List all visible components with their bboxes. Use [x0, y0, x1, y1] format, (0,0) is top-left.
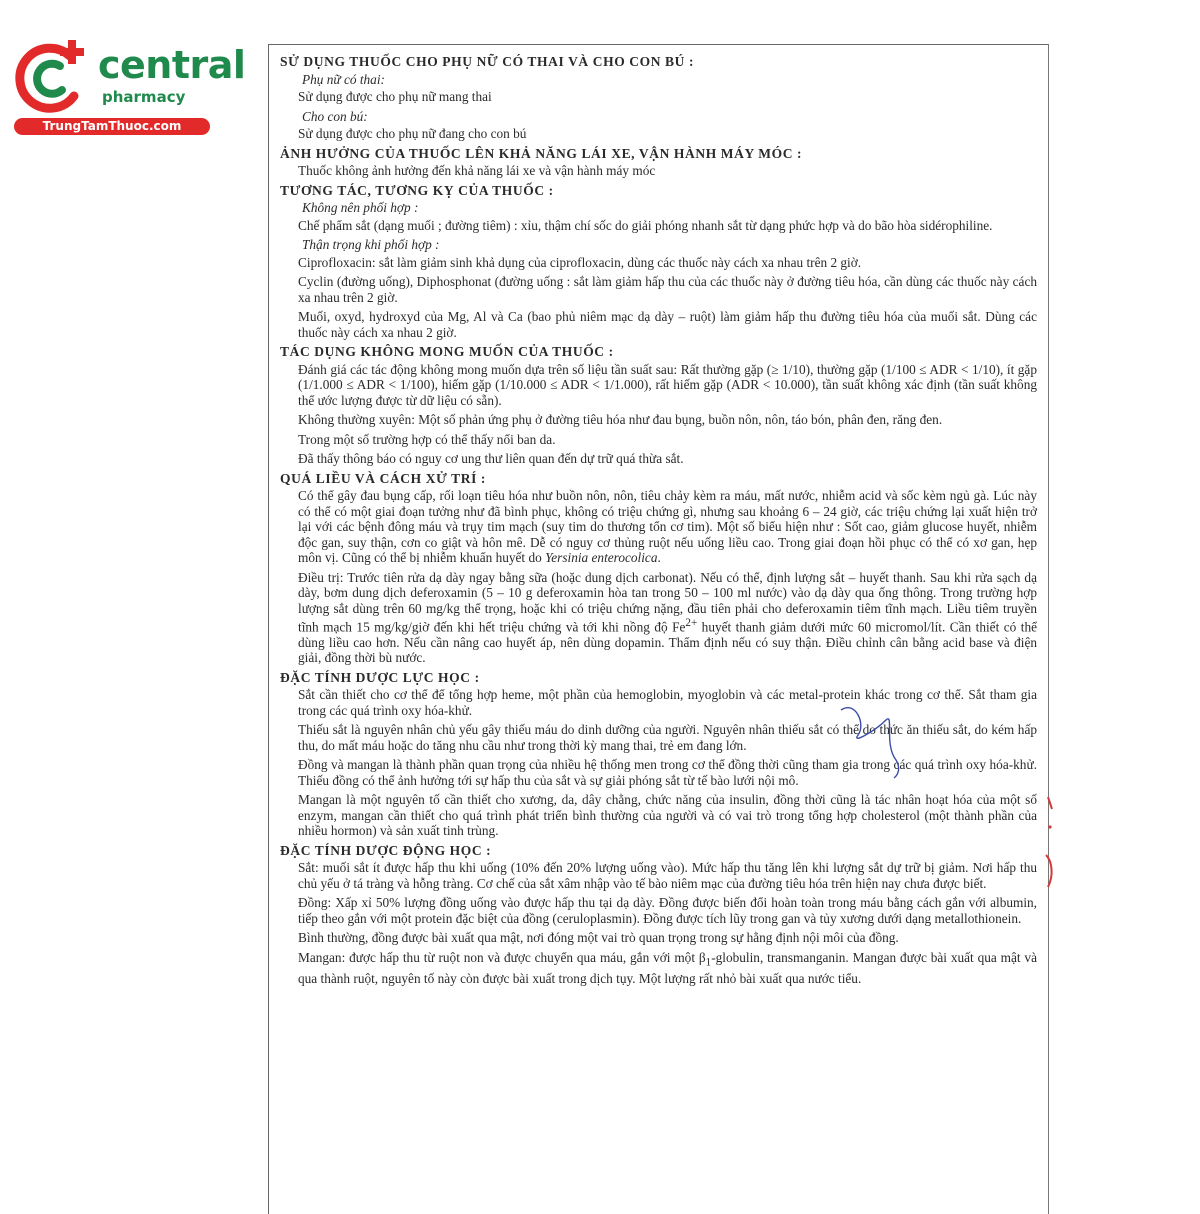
para-iron-absorption: Sắt: muối sắt ít được hấp thu khi uống (10% đến 20% lượng uống vào). Mức hấp thu tăng lên khi lượng sắt dự trữ bị giảm. Nơi hấp thu chủ yếu ở tá tràng và hỗng tràng. Cơ chế của sắt xâm nhập vào tế bào niêm mạc của đường tiêu hóa trên hiện nay chưa được biết. [298, 860, 1037, 891]
subheading-breastfeeding: Cho con bú: [302, 108, 368, 124]
para-copper-excretion: Bình thường, đồng được bài xuất qua mật, nơi đóng một vai trò quan trọng trong sự hằng định nội môi của đồng. [298, 930, 899, 946]
para-copper-manganese: Đồng và mangan là thành phần quan trọng của nhiều hệ thống men trong cơ thể đồng thời cũng tham gia trong các quá trình oxy hóa-khử. Thiếu đồng có thể ảnh hưởng tới sự hấp thu của sắt và sự giải phóng sắt từ tế bào lưới nội mô. [298, 757, 1037, 788]
para-cancer-risk: Đã thấy thông báo có nguy cơ ung thư liên quan đến dự trữ quá thừa sắt. [298, 451, 684, 466]
subheading-pregnant: Phụ nữ có thai: [302, 71, 385, 87]
document-content [272, 50, 1037, 991]
para-overdose-symptoms [298, 488, 1037, 566]
fe-superscript: 2+ [685, 617, 698, 629]
para-iron-injection: Chế phẩm sắt (dạng muối ; đường tiêm) : xỉu, thậm chí sốc do giải phóng nhanh sắt từ dạng phức hợp và do bão hòa sidérophiline. [298, 217, 993, 233]
beta-subscript: 1 [705, 956, 712, 969]
para-ciprofloxacin: Ciprofloxacin: sắt làm giảm sinh khả dụng của ciprofloxacin, dùng các thuốc này cách xa nhau trên 2 giờ. [298, 254, 862, 270]
para-uncommon: Không thường xuyên: Một số phản ứng phụ ở đường tiêu hóa như đau bụng, buồn nôn, nôn, táo bón, phân đen, răng đen. [298, 412, 943, 427]
logo-subtitle: pharmacy [102, 88, 186, 106]
signature-mark [836, 690, 916, 780]
manganese-text-b: -globulin, transmanganin. Mangan được bài xuất qua mật và qua thành ruột, nguyên tố này còn được bài xuất trong dịch tụy. Một lượng rất nhỏ bài xuất qua nước tiểu. [298, 949, 1037, 987]
para-antacids: Muối, oxyd, hydroxyd của Mg, Al và Ca (bao phủ niêm mạc dạ dày – ruột) làm giảm hấp thu đường tiêu hóa của muối sắt. Dùng các thuốc này cách xa nhau 2 giờ. [298, 309, 1037, 340]
para-manganese-absorption [298, 950, 1037, 987]
pharmacy-cross-icon [12, 38, 92, 118]
heading-pregnancy: SỬ DỤNG THUỐC CHO PHỤ NỮ CÓ THAI VÀ CHO CON BÚ : [280, 54, 695, 69]
heading-pharmacodynamics: ĐẶC TÍNH DƯỢC LỰC HỌC : [280, 669, 480, 685]
overdose-end: . [657, 550, 661, 565]
para-frequency: Đánh giá các tác động không mong muốn dựa trên số liệu tần suất sau: Rất thường gặp (≥ 1/10), thường gặp (1/100 ≤ ADR < 1/10), ít gặp (1/1.000 ≤ ADR < 1/100), hiếm gặp (1/10.000 ≤ ADR < 1/1.000), rất hiếm gặp (ADR < 10.000), tần suất không xác định (tần suất không thể ước lượng được từ dữ liệu có sẵn). [298, 361, 1037, 408]
heading-side-effects: TÁC DỤNG KHÔNG MONG MUỐN CỦA THUỐC : [280, 344, 614, 359]
para-pregnant: Sử dụng được cho phụ nữ mang thai [298, 89, 492, 104]
manganese-text-a: Mangan: được hấp thu từ ruột non và được chuyển qua máu, gắn với một β [298, 949, 706, 965]
overdose-text: Có thể gây đau bụng cấp, rối loạn tiêu hóa như buồn nôn, nôn, tiêu chảy kèm ra máu, mất nước, nhiễm acid và sốc kèm ngủ gà. Lúc này có thể có một giai đoạn tưởng như đã bình phục, không có triệu chứng gì, nhưng sau khoảng 6 – 24 giờ, các triệu chứng lại xuất hiện trở lại với các bệnh đông máu và trụy tim mạch (suy tim do thương tổn cơ tim). Một số biểu hiện như : Sốt cao, giảm glucose huyết, nhiễm độc gan, suy thận, cơn co giật và hôn mê. Dễ có nguy cơ thủng ruột nếu uống liều cao. Trong giai đoạn hồi phục có thể có xơ gan, hẹp môn vị. Cũng có thể bị nhiễm khuẩn huyết do [298, 488, 1037, 565]
heading-pharmacokinetics: ĐẶC TÍNH DƯỢC ĐỘNG HỌC : [280, 842, 492, 858]
subheading-caution-combine: Thận trọng khi phối hợp : [302, 237, 440, 252]
central-pharmacy-logo[interactable] [12, 38, 246, 138]
heading-overdose: QUÁ LIỀU VÀ CÁCH XỬ TRÍ : [280, 470, 487, 486]
species-name: Yersinia enterocolica [545, 550, 658, 565]
heading-interactions: TƯƠNG TÁC, TƯƠNG KỴ CỦA THUỐC : [280, 182, 554, 198]
treatment-text-a: Điều trị: Trước tiên rửa dạ dày ngay bằng sữa (hoặc dung dịch carbonat). Nếu có thể, định lượng sắt – huyết thanh. Sau khi rửa sạch dạ dày, bơm dung dịch deferoxamin (5 – 10 g deferoxamin hòa tan trong 50 – 100 ml nước) vào dạ dày qua ống thông. Trong trường hợp lượng sắt dùng trên 60 mg/kg thể trọng, hoặc khi có triệu chứng nặng, đầu tiên phải cho deferoxamin tiêm tĩnh mạch. Liều tiêm truyền tĩnh mạch 15 mg/kg/giờ đến khi hết triệu chứng và tới khi nồng độ Fe [298, 569, 1037, 635]
logo-brand-text: central [98, 43, 246, 87]
subheading-not-combine: Không nên phối hợp : [302, 200, 419, 215]
para-cyclin: Cyclin (đường uống), Diphosphonat (đường uống : sắt làm giảm hấp thu của các thuốc này ở đường tiêu hóa, cần dùng các thuốc này cách xa nhau trên 2 giờ. [298, 274, 1037, 305]
logo-website-badge: TrungTamThuoc.com [14, 118, 210, 135]
para-iron-heme: Sắt cần thiết cho cơ thể để tổng hợp heme, một phần của hemoglobin, myoglobin và các metal-protein khác trong cơ thể. Sắt tham gia trong các quá trình oxy hóa-khử. [298, 687, 1037, 718]
para-rash: Trong một số trường hợp có thể thấy nổi ban da. [298, 431, 556, 447]
para-breastfeeding: Sử dụng được cho phụ nữ đang cho con bú [298, 126, 527, 141]
para-treatment [298, 570, 1037, 666]
heading-driving: ẢNH HƯỞNG CỦA THUỐC LÊN KHẢ NĂNG LÁI XE, VẬN HÀNH MÁY MÓC : [280, 145, 803, 161]
para-copper-absorption: Đồng: Xấp xỉ 50% lượng đồng uống vào được hấp thu tại dạ dày. Đồng được biến đổi hoàn toàn trong máu bằng cách gắn với albumin, tiếp theo gắn với một protein đặc biệt của đồng (ceruloplasmin). Đồng được tích lũy trong gan và tủy xương dưới dạng metallothionein. [298, 895, 1037, 926]
para-iron-deficiency: Thiếu sắt là nguyên nhân chủ yếu gây thiếu máu do dinh dưỡng của người. Nguyên nhân thiếu sắt có thể do thức ăn thiếu sắt, do kém hấp thu, do mất máu hoặc do tăng nhu cầu như trong thời kỳ mang thai, trẻ em đang lớn. [298, 722, 1037, 753]
treatment-text-b: huyết thanh giảm dưới mức 60 micromol/lít. Cần thiết có thể dùng liều cao hơn. Nếu cần nâng cao huyết áp, nên dùng dopamin. Thẩm định nếu có suy thận. Điều chỉnh cân bằng acid base và điện giải, đồng thời bù nước. [298, 619, 1038, 666]
para-manganese: Mangan là một nguyên tố cần thiết cho xương, da, dây chằng, chức năng của insulin, đồng thời cũng là tác nhân hoạt hóa của một số enzym, mangan cần thiết cho quá trình phát triển bình thường của người và có vai trò trong tổng hợp cholesterol (một thành phần của nhiều hormon) và sản xuất tinh trùng. [298, 792, 1037, 839]
para-driving: Thuốc không ảnh hưởng đến khả năng lái xe và vận hành máy móc [298, 163, 656, 178]
stamp-edge-mark [1040, 795, 1060, 895]
